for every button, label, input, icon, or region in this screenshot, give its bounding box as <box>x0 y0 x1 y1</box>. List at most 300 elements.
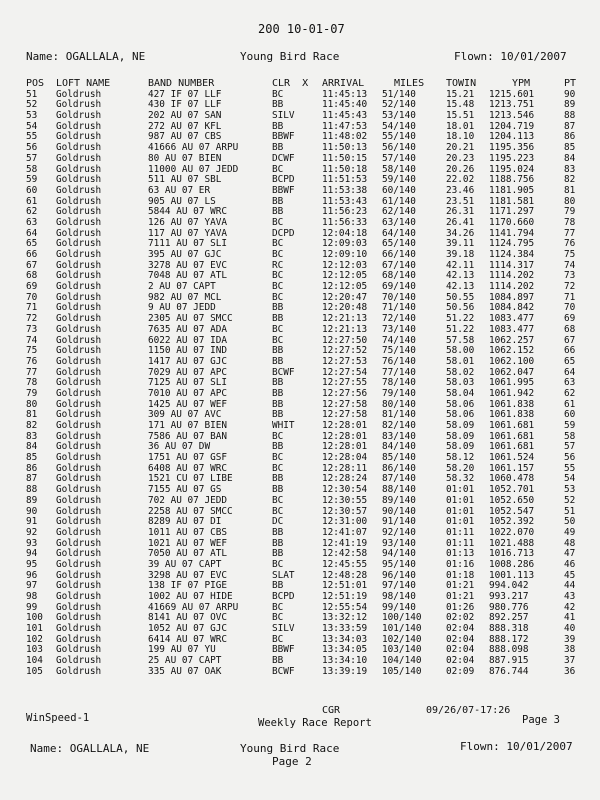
cell-to-win: 01:11 <box>446 537 475 549</box>
cell-miles: 87/140 <box>382 473 416 485</box>
cell-miles: 96/140 <box>382 569 416 581</box>
cell-color: BB <box>272 441 284 453</box>
cell-position: 74 <box>26 334 38 346</box>
cell-position: 86 <box>26 462 38 474</box>
table-row <box>26 494 576 507</box>
cell-ypm: 1052.392 <box>489 516 535 528</box>
cell-ypm: 1213.546 <box>489 110 535 122</box>
cell-to-win: 23.46 <box>446 184 475 196</box>
cell-band-number: 39 AU 07 CAPT <box>148 558 222 570</box>
cell-position: 54 <box>26 120 38 132</box>
cell-loft-name: Goldrush <box>56 441 102 453</box>
cell-ypm: 1061.524 <box>489 452 535 464</box>
page2-race-title: Young Bird Race <box>240 742 340 755</box>
page2-flown-date: Flown: 10/01/2007 <box>460 740 573 753</box>
cell-miles: 63/140 <box>382 216 416 228</box>
cell-ypm: 888.318 <box>489 623 529 635</box>
cell-position: 84 <box>26 441 38 453</box>
table-row <box>26 355 576 368</box>
cell-arrival-time: 12:28:01 <box>322 441 368 453</box>
cell-points: 49 <box>564 526 576 538</box>
cell-to-win: 26.41 <box>446 216 475 228</box>
cell-miles: 88/140 <box>382 484 416 496</box>
cell-arrival-time: 12:27:53 <box>322 355 368 367</box>
cell-loft-name: Goldrush <box>56 494 102 506</box>
cell-points: 48 <box>564 537 576 549</box>
cell-band-number: 9 AU 07 JEDD <box>148 302 216 314</box>
cell-band-number: 3278 AU 07 EVC <box>148 259 228 271</box>
cell-arrival-time: 12:27:58 <box>322 409 368 421</box>
cell-band-number: 7048 AU 07 ATL <box>148 270 228 282</box>
cell-arrival-time: 12:41:07 <box>322 526 368 538</box>
cell-position: 69 <box>26 281 38 293</box>
cell-points: 54 <box>564 473 576 485</box>
cell-loft-name: Goldrush <box>56 430 102 442</box>
cell-ypm: 1001.113 <box>489 569 535 581</box>
cell-loft-name: Goldrush <box>56 302 102 314</box>
cell-position: 56 <box>26 142 38 154</box>
cell-loft-name: Goldrush <box>56 462 102 474</box>
cell-loft-name: Goldrush <box>56 291 102 303</box>
cell-miles: 70/140 <box>382 291 416 303</box>
cell-to-win: 58.01 <box>446 355 475 367</box>
cell-arrival-time: 11:51:53 <box>322 174 368 186</box>
cell-band-number: 6408 AU 07 WRC <box>148 462 228 474</box>
cell-color: BC <box>272 633 284 645</box>
cell-color: BB <box>272 526 284 538</box>
cell-ypm: 1052.650 <box>489 494 535 506</box>
cell-miles: 97/140 <box>382 580 416 592</box>
cell-ypm: 1195.024 <box>489 163 535 175</box>
cell-ypm: 1062.152 <box>489 345 535 357</box>
page2-page-number: Page 2 <box>272 755 312 768</box>
cell-color: BB <box>272 377 284 389</box>
cell-points: 64 <box>564 366 576 378</box>
cell-band-number: 6414 AU 07 WRC <box>148 633 228 645</box>
cell-loft-name: Goldrush <box>56 227 102 239</box>
cell-ypm: 1061.157 <box>489 462 535 474</box>
cell-to-win: 02:02 <box>446 612 475 624</box>
cell-arrival-time: 12:42:58 <box>322 548 368 560</box>
cell-points: 68 <box>564 323 576 335</box>
cell-color: BBWF <box>272 184 295 196</box>
cell-band-number: 1002 AU 07 HIDE <box>148 591 233 602</box>
table-row <box>26 152 576 165</box>
cell-loft-name: Goldrush <box>56 355 102 367</box>
cell-arrival-time: 11:45:43 <box>322 110 368 122</box>
cell-miles: 66/140 <box>382 249 416 260</box>
cell-band-number: 1417 AU 07 GJC <box>148 355 228 367</box>
cell-band-number: 7029 AU 07 APC <box>148 366 228 378</box>
cell-miles: 86/140 <box>382 462 416 474</box>
loft-name-header: Name: OGALLALA, NE <box>26 50 146 63</box>
report-date-title: 200 10-01-07 <box>258 22 345 36</box>
cell-color: SLAT <box>272 569 295 581</box>
cell-points: 58 <box>564 430 576 442</box>
cell-miles: 59/140 <box>382 174 416 186</box>
table-row <box>26 323 576 336</box>
cell-points: 82 <box>564 174 576 186</box>
cell-ypm: 1008.286 <box>489 558 535 570</box>
cell-loft-name: Goldrush <box>56 216 102 228</box>
cell-position: 72 <box>26 313 38 325</box>
cell-to-win: 01:26 <box>446 601 475 613</box>
cell-arrival-time: 12:27:52 <box>322 345 368 357</box>
cell-to-win: 58.09 <box>446 441 475 453</box>
cell-ypm: 876.744 <box>489 665 529 677</box>
cell-band-number: 63 AU 07 ER <box>148 184 211 196</box>
cell-color: BC <box>272 452 284 464</box>
cell-points: 67 <box>564 334 576 346</box>
cell-to-win: 58.02 <box>446 366 475 378</box>
cell-points: 70 <box>564 302 576 314</box>
cell-miles: 79/140 <box>382 387 416 399</box>
cell-to-win: 18.10 <box>446 131 475 143</box>
cell-points: 66 <box>564 345 576 357</box>
cell-loft-name: Goldrush <box>56 526 102 538</box>
table-body <box>26 88 576 678</box>
cell-loft-name: Goldrush <box>56 548 102 560</box>
cell-to-win: 58.12 <box>446 452 475 464</box>
cell-points: 45 <box>564 569 576 581</box>
cell-color: SILV <box>272 110 295 122</box>
cell-points: 51 <box>564 505 576 517</box>
cell-loft-name: Goldrush <box>56 655 102 667</box>
cell-points: 65 <box>564 355 576 367</box>
cell-points: 72 <box>564 281 576 293</box>
cell-position: 66 <box>26 249 38 260</box>
cell-arrival-time: 12:30:54 <box>322 484 368 496</box>
cell-color: BBWF <box>272 131 295 143</box>
cell-position: 61 <box>26 195 38 207</box>
cell-loft-name: Goldrush <box>56 281 102 293</box>
cell-to-win: 01:16 <box>446 558 475 570</box>
cell-miles: 73/140 <box>382 323 416 335</box>
cell-to-win: 23.51 <box>446 195 475 207</box>
cell-loft-name: Goldrush <box>56 409 102 421</box>
cell-miles: 68/140 <box>382 270 416 282</box>
cell-arrival-time: 13:33:59 <box>322 623 368 635</box>
cell-arrival-time: 12:30:57 <box>322 505 368 517</box>
cell-to-win: 20.21 <box>446 142 475 154</box>
cell-ypm: 888.172 <box>489 633 529 645</box>
cell-to-win: 39.11 <box>446 238 475 250</box>
cell-to-win: 20.26 <box>446 163 475 175</box>
cell-points: 69 <box>564 313 576 325</box>
cell-ypm: 1084.897 <box>489 291 535 303</box>
cell-position: 99 <box>26 601 38 613</box>
cell-points: 39 <box>564 633 576 645</box>
cell-points: 43 <box>564 591 576 602</box>
cell-arrival-time: 12:51:01 <box>322 580 368 592</box>
cell-miles: 71/140 <box>382 302 416 314</box>
cell-position: 85 <box>26 452 38 464</box>
cell-ypm: 1061.681 <box>489 430 535 442</box>
cell-miles: 83/140 <box>382 430 416 442</box>
cell-color: BC <box>272 291 284 303</box>
cell-arrival-time: 12:09:03 <box>322 238 368 250</box>
cell-color: BB <box>272 302 284 314</box>
cell-to-win: 26.31 <box>446 206 475 218</box>
col-ypm-header: YPM <box>512 78 531 89</box>
cell-color: BCWF <box>272 366 295 378</box>
cell-band-number: 8141 AU 07 OVC <box>148 612 228 624</box>
col-towin-header: TOWIN <box>446 78 477 89</box>
cell-loft-name: Goldrush <box>56 184 102 196</box>
cell-ypm: 1022.070 <box>489 526 535 538</box>
cell-position: 91 <box>26 516 38 528</box>
col-miles-header: MILES <box>394 78 425 89</box>
cell-band-number: 3298 AU 07 EVC <box>148 569 228 581</box>
cell-to-win: 50.56 <box>446 302 475 314</box>
cell-points: 36 <box>564 665 576 677</box>
cell-to-win: 01:18 <box>446 569 475 581</box>
cell-color: BB <box>272 313 284 325</box>
footer-software: WinSpeed-1 <box>26 712 90 724</box>
cell-points: 77 <box>564 227 576 239</box>
cell-band-number: 11000 AU 07 JEDD <box>148 163 239 175</box>
cell-miles: 74/140 <box>382 334 416 346</box>
cell-color: BB <box>272 484 284 496</box>
cell-position: 67 <box>26 259 38 271</box>
cell-arrival-time: 12:27:55 <box>322 377 368 389</box>
cell-arrival-time: 11:48:02 <box>322 131 368 143</box>
cell-position: 59 <box>26 174 38 186</box>
cell-miles: 56/140 <box>382 142 416 154</box>
cell-arrival-time: 12:51:19 <box>322 591 368 602</box>
cell-ypm: 1204.719 <box>489 120 535 132</box>
cell-color: BC <box>272 249 284 260</box>
cell-arrival-time: 12:31:00 <box>322 516 368 528</box>
cell-position: 70 <box>26 291 38 303</box>
cell-to-win: 01:01 <box>446 505 475 517</box>
cell-band-number: 1751 AU 07 GSF <box>148 452 228 464</box>
cell-ypm: 1061.838 <box>489 398 535 410</box>
cell-band-number: 36 AU 07 DW <box>148 441 211 453</box>
cell-position: 53 <box>26 110 38 122</box>
cell-miles: 64/140 <box>382 227 416 239</box>
cell-color: BB <box>272 195 284 207</box>
cell-position: 92 <box>26 526 38 538</box>
cell-arrival-time: 13:34:03 <box>322 633 368 645</box>
cell-points: 60 <box>564 409 576 421</box>
cell-position: 75 <box>26 345 38 357</box>
cell-band-number: 1011 AU 07 CBS <box>148 526 228 538</box>
cell-loft-name: Goldrush <box>56 665 102 677</box>
cell-miles: 85/140 <box>382 452 416 464</box>
cell-ypm: 1195.356 <box>489 142 535 154</box>
cell-color: BB <box>272 355 284 367</box>
cell-miles: 105/140 <box>382 665 422 677</box>
cell-ypm: 892.257 <box>489 612 529 624</box>
cell-color: BB <box>272 473 284 485</box>
cell-loft-name: Goldrush <box>56 580 102 592</box>
cell-band-number: 41666 AU 07 ARPU <box>148 142 239 154</box>
cell-ypm: 1195.223 <box>489 152 535 164</box>
cell-miles: 65/140 <box>382 238 416 250</box>
cell-arrival-time: 11:45:40 <box>322 99 368 111</box>
cell-to-win: 58.06 <box>446 409 475 421</box>
cell-to-win: 01:11 <box>446 526 475 538</box>
cell-band-number: 1052 AU 07 GJC <box>148 623 228 635</box>
col-pt-header: PT <box>564 78 577 89</box>
cell-position: 78 <box>26 377 38 389</box>
col-band-header: BAND NUMBER <box>148 78 215 89</box>
cell-arrival-time: 12:12:05 <box>322 281 368 293</box>
cell-loft-name: Goldrush <box>56 249 102 260</box>
cell-arrival-time: 11:53:38 <box>322 184 368 196</box>
col-loft-header: LOFT NAME <box>56 78 111 89</box>
cell-color: BC <box>272 323 284 335</box>
cell-to-win: 01:01 <box>446 484 475 496</box>
cell-points: 84 <box>564 152 576 164</box>
cell-position: 95 <box>26 558 38 570</box>
cell-points: 80 <box>564 195 576 207</box>
cell-miles: 99/140 <box>382 601 416 613</box>
table-row <box>26 665 576 678</box>
cell-band-number: 80 AU 07 BIEN <box>148 152 222 164</box>
cell-ypm: 887.915 <box>489 655 529 667</box>
cell-arrival-time: 12:41:19 <box>322 537 368 549</box>
cell-band-number: 2258 AU 07 SMCC <box>148 505 233 517</box>
cell-miles: 101/140 <box>382 623 422 635</box>
cell-ypm: 1062.100 <box>489 355 535 367</box>
cell-arrival-time: 13:39:19 <box>322 665 368 677</box>
cell-arrival-time: 11:47:53 <box>322 120 368 132</box>
cell-to-win: 15.48 <box>446 99 475 111</box>
cell-position: 82 <box>26 420 38 431</box>
cell-color: BB <box>272 142 284 154</box>
cell-ypm: 1061.681 <box>489 441 535 453</box>
cell-position: 79 <box>26 387 38 399</box>
cell-to-win: 15.51 <box>446 110 475 122</box>
cell-position: 65 <box>26 238 38 250</box>
cell-position: 96 <box>26 569 38 581</box>
cell-to-win: 01:13 <box>446 548 475 560</box>
cell-to-win: 50.55 <box>446 291 475 303</box>
cell-band-number: 6022 AU 07 IDA <box>148 334 228 346</box>
cell-points: 59 <box>564 420 576 431</box>
cell-points: 87 <box>564 120 576 132</box>
cell-points: 90 <box>564 88 576 100</box>
cell-ypm: 1181.581 <box>489 195 535 207</box>
cell-ypm: 1114.202 <box>489 281 535 293</box>
cell-position: 52 <box>26 99 38 111</box>
cell-color: BC <box>272 558 284 570</box>
cell-band-number: 335 AU 07 OAK <box>148 665 222 677</box>
cell-points: 79 <box>564 206 576 218</box>
cell-position: 101 <box>26 623 43 635</box>
cell-points: 42 <box>564 601 576 613</box>
cell-to-win: 42.13 <box>446 270 475 282</box>
cell-ypm: 1061.995 <box>489 377 535 389</box>
cell-to-win: 20.23 <box>446 152 475 164</box>
page2-loft-name: Name: OGALLALA, NE <box>30 742 150 755</box>
cell-position: 100 <box>26 612 43 624</box>
cell-loft-name: Goldrush <box>56 110 102 122</box>
cell-to-win: 01:21 <box>446 591 475 602</box>
cell-loft-name: Goldrush <box>56 345 102 357</box>
cell-position: 105 <box>26 665 43 677</box>
cell-miles: 77/140 <box>382 366 416 378</box>
cell-color: BC <box>272 334 284 346</box>
cell-loft-name: Goldrush <box>56 366 102 378</box>
cell-loft-name: Goldrush <box>56 387 102 399</box>
cell-position: 62 <box>26 206 38 218</box>
cell-ypm: 1021.488 <box>489 537 535 549</box>
cell-position: 64 <box>26 227 38 239</box>
cell-points: 53 <box>564 484 576 496</box>
cell-miles: 100/140 <box>382 612 422 624</box>
cell-position: 68 <box>26 270 38 282</box>
cell-arrival-time: 11:45:13 <box>322 88 368 100</box>
cell-to-win: 58.32 <box>446 473 475 485</box>
cell-loft-name: Goldrush <box>56 142 102 154</box>
cell-band-number: 982 AU 07 MCL <box>148 291 222 303</box>
cell-color: BC <box>272 612 284 624</box>
cell-ypm: 1016.713 <box>489 548 535 560</box>
cell-color: BC <box>272 270 284 282</box>
cell-miles: 102/140 <box>382 633 422 645</box>
cell-band-number: 395 AU 07 GJC <box>148 249 222 260</box>
cell-points: 62 <box>564 387 576 399</box>
cell-to-win: 34.26 <box>446 227 475 239</box>
cell-position: 80 <box>26 398 38 410</box>
cell-position: 87 <box>26 473 38 485</box>
cell-color: BB <box>272 409 284 421</box>
cell-loft-name: Goldrush <box>56 569 102 581</box>
cell-miles: 57/140 <box>382 152 416 164</box>
cell-miles: 60/140 <box>382 184 416 196</box>
cell-band-number: 117 AU 07 YAVA <box>148 227 228 239</box>
cell-to-win: 18.01 <box>446 120 475 132</box>
cell-points: 55 <box>564 462 576 474</box>
cell-points: 74 <box>564 259 576 271</box>
cell-loft-name: Goldrush <box>56 420 102 431</box>
cell-miles: 80/140 <box>382 398 416 410</box>
cell-band-number: 1521 CU 07 LIBE <box>148 473 233 485</box>
cell-miles: 51/140 <box>382 88 416 100</box>
cell-band-number: 171 AU 07 BIEN <box>148 420 228 431</box>
cell-ypm: 980.776 <box>489 601 529 613</box>
cell-arrival-time: 12:30:55 <box>322 494 368 506</box>
cell-loft-name: Goldrush <box>56 174 102 186</box>
cell-band-number: 8289 AU 07 DI <box>148 516 222 528</box>
cell-loft-name: Goldrush <box>56 505 102 517</box>
cell-band-number: 202 AU 07 SAN <box>148 110 222 122</box>
cell-position: 51 <box>26 88 38 100</box>
cell-loft-name: Goldrush <box>56 623 102 635</box>
cell-arrival-time: 12:28:04 <box>322 452 368 464</box>
cell-arrival-time: 11:50:15 <box>322 152 368 164</box>
footer-report-title: Weekly Race Report <box>258 717 372 729</box>
cell-band-number: 430 IF 07 LLF <box>148 99 222 111</box>
cell-arrival-time: 12:27:54 <box>322 366 368 378</box>
cell-points: 38 <box>564 644 576 656</box>
cell-color: SILV <box>272 623 295 635</box>
cell-color: BC <box>272 462 284 474</box>
cell-band-number: 905 AU 07 LS <box>148 195 216 207</box>
cell-loft-name: Goldrush <box>56 644 102 656</box>
cell-miles: 72/140 <box>382 313 416 325</box>
cell-color: BB <box>272 99 284 111</box>
cell-color: BC <box>272 281 284 293</box>
cell-to-win: 01:01 <box>446 494 475 506</box>
cell-position: 55 <box>26 131 38 143</box>
cell-miles: 53/140 <box>382 110 416 122</box>
cell-loft-name: Goldrush <box>56 195 102 207</box>
cell-points: 86 <box>564 131 576 143</box>
